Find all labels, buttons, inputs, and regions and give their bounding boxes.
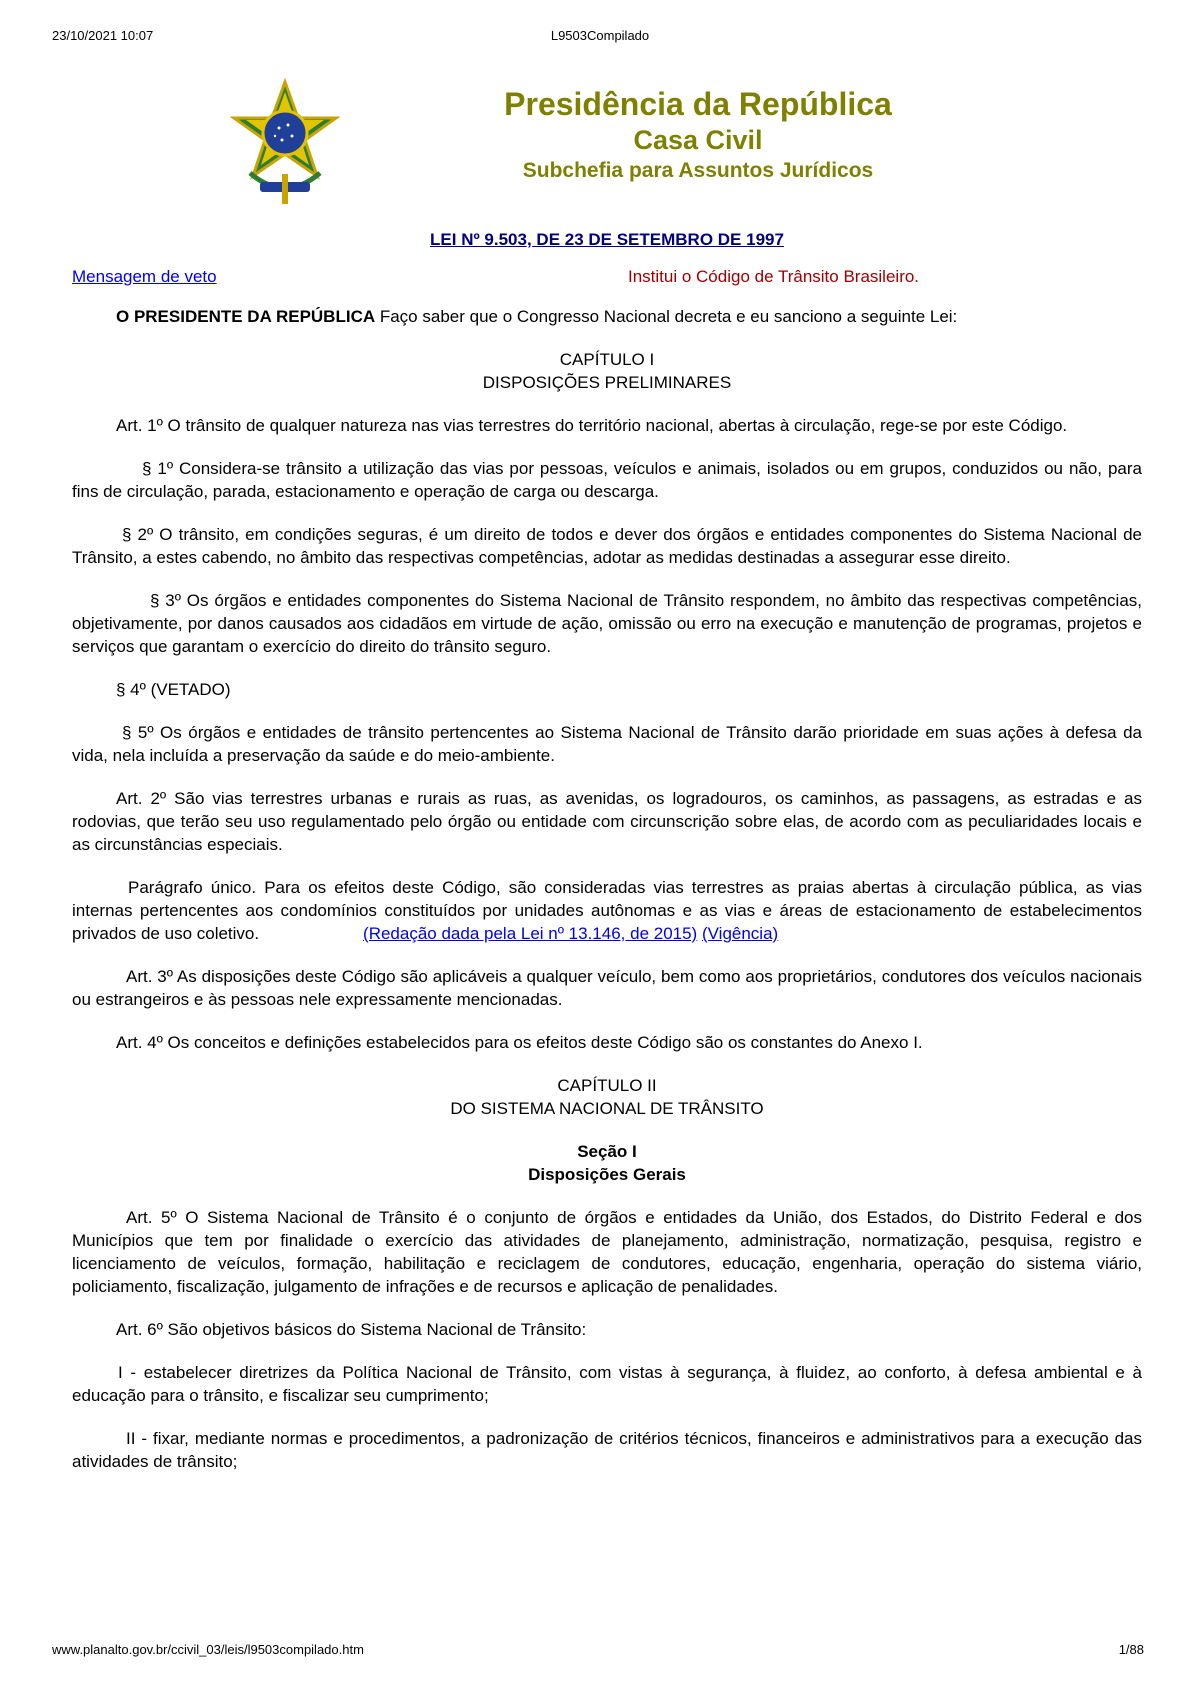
article-6-item-ii: II - fixar, mediante normas e procedimentos, a padronização de critérios técnicos, financeiros e administrativos para a execução das atividades de trânsito; bbox=[72, 1429, 1142, 1471]
subchefia-title: Subchefia para Assuntos Jurídicos bbox=[522, 159, 874, 182]
print-doc-title: L9503Compilado bbox=[550, 28, 650, 43]
presidency-title: Presidência da República bbox=[504, 86, 892, 122]
law-title[interactable]: LEI Nº 9.503, DE 23 DE SETEMBRO DE 1997 bbox=[430, 230, 784, 249]
article-1-paragraph-1: § 1º Considera-se trânsito a utilização das vias por pessoas, veículos e animais, isolados ou em grupos, conduzidos ou não, para fins de circulação, parada, estacionamento e operação de carga ou descarga. bbox=[72, 459, 1142, 501]
chapter-1-number: CAPÍTULO I bbox=[559, 350, 655, 369]
print-datetime: 23/10/2021 10:07 bbox=[52, 28, 154, 43]
sole-paragraph-text: Parágrafo único. Para os efeitos deste Código, são consideradas vias terrestres as praias abertas à circulação pública, as vias internas pertencentes aos condomínios constituídos por unidades autônomas e as vias e áreas de estacionamento de estabelecimentos privados de uso coletivo. bbox=[72, 878, 1142, 943]
chapter-1-title: DISPOSIÇÕES PRELIMINARES bbox=[482, 373, 732, 392]
article-4: Art. 4º Os conceitos e definições estabelecidos para os efeitos deste Código são os constantes do Anexo I. bbox=[116, 1033, 923, 1052]
brazil-coat-of-arms-icon bbox=[230, 78, 340, 208]
law-ementa: Institui o Código de Trânsito Brasileiro. bbox=[628, 267, 920, 286]
article-5: Art. 5º O Sistema Nacional de Trânsito é o conjunto de órgãos e entidades da União, dos Estados, do Distrito Federal e dos Municípios que tem por finalidade o exercício das atividades de planejamento, administração, normatização, pesquisa, registro e licenciamento de veículos, formação, habilitação e reciclagem de condutores, educação, engenharia, operação do sistema viário, policiamento, fiscalização, julgamento de infrações e de recursos e aplicação de penalidades. bbox=[72, 1208, 1142, 1296]
article-1-paragraph-4: § 4º (VETADO) bbox=[116, 680, 231, 699]
chapter-1-heading bbox=[72, 348, 1142, 394]
article-1-paragraph-2: § 2º O trânsito, em condições seguras, é um direito de todos e dever dos órgãos e entidades componentes do Sistema Nacional de Trânsito, a estes cabendo, no âmbito das respectivas competências, adotar as medidas destinadas a assegurar esse direito. bbox=[72, 525, 1142, 567]
article-2-sole-paragraph bbox=[72, 876, 1142, 945]
preamble-bold: O PRESIDENTE DA REPÚBLICA bbox=[116, 307, 376, 326]
veto-message-link[interactable]: Mensagem de veto bbox=[72, 267, 217, 286]
section-1-title: Disposições Gerais bbox=[528, 1165, 686, 1184]
article-2: Art. 2º São vias terrestres urbanas e rurais as ruas, as avenidas, os logradouros, os caminhos, as passagens, as estradas e as rodovias, que terão seu uso regulamentado pelo órgão ou entidade com circunscrição sobre elas, de acordo com as peculiaridades locais e as circunstâncias especiais. bbox=[72, 789, 1142, 854]
law-content bbox=[72, 222, 1142, 1493]
masthead bbox=[0, 68, 1200, 218]
chapter-2-title: DO SISTEMA NACIONAL DE TRÂNSITO bbox=[450, 1099, 764, 1118]
print-page-number: 1/88 bbox=[1118, 1642, 1144, 1657]
article-1-paragraph-3: § 3º Os órgãos e entidades componentes do Sistema Nacional de Trânsito respondem, no âmbito das respectivas competências, objetivamente, por danos causados aos cidadãos em virtude de ação, omissão ou erro na execução e manutenção de programas, projetos e serviços que garantam o exercício do direito do trânsito seguro. bbox=[72, 591, 1142, 656]
article-1: Art. 1º O trânsito de qualquer natureza nas vias terrestres do território nacional, abertas à circulação, rege-se por este Código. bbox=[116, 416, 1068, 435]
print-header bbox=[0, 28, 1200, 48]
print-footer bbox=[0, 1642, 1200, 1662]
redacao-link[interactable]: (Redação dada pela Lei nº 13.146, de 2015) bbox=[363, 924, 698, 943]
chapter-2-number: CAPÍTULO II bbox=[557, 1076, 657, 1095]
article-6: Art. 6º São objetivos básicos do Sistema Nacional de Trânsito: bbox=[116, 1320, 587, 1339]
veto-row bbox=[72, 261, 1142, 291]
preamble-text: Faço saber que o Congresso Nacional decreta e eu sanciono a seguinte Lei: bbox=[375, 307, 958, 326]
section-1-number: Seção I bbox=[577, 1142, 637, 1161]
preamble bbox=[72, 305, 1142, 328]
print-url: www.planalto.gov.br/ccivil_03/leis/l9503compilado.htm bbox=[52, 1642, 364, 1657]
chapter-2-heading bbox=[72, 1074, 1142, 1120]
article-6-item-i: I - estabelecer diretrizes da Política Nacional de Trânsito, com vistas à segurança, à fluidez, ao conforto, à defesa ambiental e à educação para o trânsito, e fiscalizar seu cumprimento; bbox=[72, 1363, 1142, 1405]
section-1-heading bbox=[72, 1140, 1142, 1186]
article-1-paragraph-5: § 5º Os órgãos e entidades de trânsito pertencentes ao Sistema Nacional de Trânsito darão prioridade em suas ações à defesa da vida, nela incluída a preservação da saúde e do meio-ambiente. bbox=[72, 723, 1142, 765]
casa-civil-title: Casa Civil bbox=[633, 125, 763, 155]
article-3: Art. 3º As disposições deste Código são aplicáveis a qualquer veículo, bem como aos proprietários, condutores dos veículos nacionais ou estrangeiros e às pessoas nele expressamente mencionadas. bbox=[72, 967, 1142, 1009]
vigencia-link[interactable]: (Vigência) bbox=[701, 924, 779, 943]
